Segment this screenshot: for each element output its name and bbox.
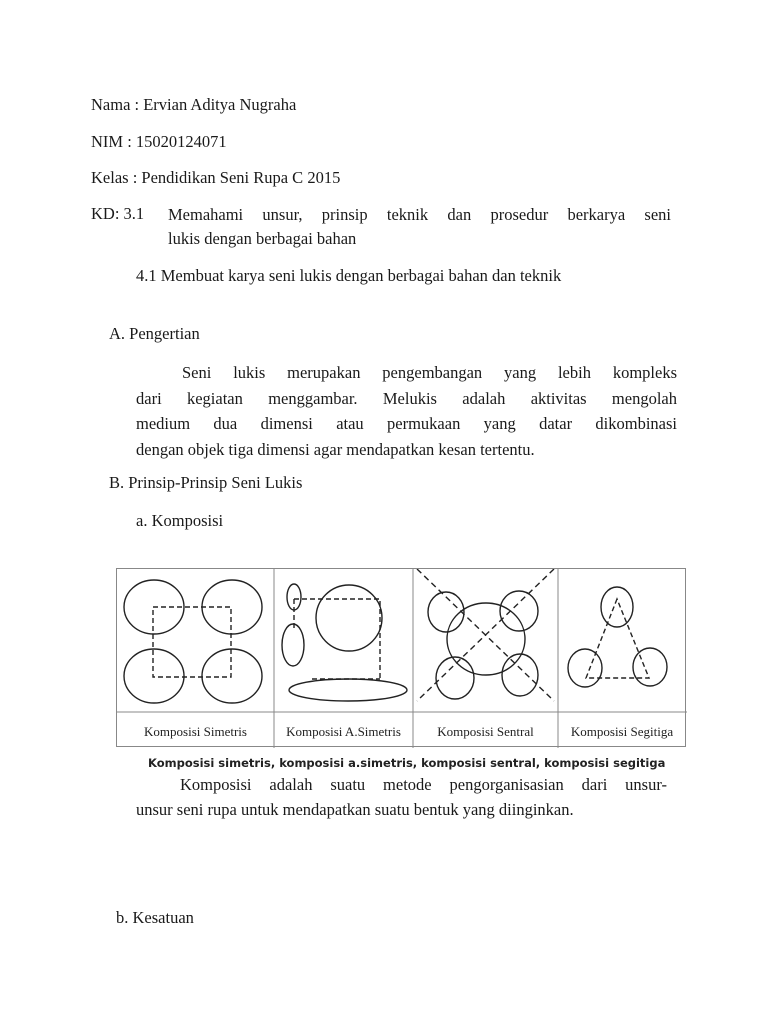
- nim-line: NIM : 15020124071: [91, 132, 227, 151]
- segitiga-drawing: [568, 587, 667, 687]
- komposisi-figure: [116, 568, 686, 747]
- kelas-line: Kelas : Pendidikan Seni Rupa C 2015: [91, 168, 341, 187]
- sentral-drawing: [417, 569, 554, 701]
- label-sentral: Komposisi Sentral: [437, 724, 534, 739]
- paragraph-line: dengan objek tiga dimensi agar mendapatkan kesan tertentu.: [136, 439, 535, 459]
- kd-label: KD: 3.1: [91, 204, 145, 223]
- name-line: Nama : Ervian Aditya Nugraha: [91, 95, 297, 114]
- paragraph-line: Seni lukis merupakan pengembangan yang lebih kompleks: [182, 363, 677, 382]
- paragraph-line: unsur seni rupa untuk mendapatkan suatu bentuk yang diinginkan.: [136, 800, 574, 819]
- section-b-heading: B. Prinsip-Prinsip Seni Lukis: [109, 473, 303, 492]
- kd-31-line1: Memahami unsur, prinsip teknik dan prosedur berkarya seni: [168, 205, 671, 224]
- label-segitiga: Komposisi Segitiga: [570, 724, 674, 739]
- kd-31-line2: lukis dengan berbagai bahan: [168, 229, 357, 248]
- paragraph-line: dari kegiatan menggambar. Melukis adalah aktivitas mengolah: [136, 388, 677, 408]
- paragraph-line: Komposisi adalah suatu metode pengorganisasian dari unsur-: [180, 775, 667, 794]
- label-asimetris: Komposisi A.Simetris: [286, 724, 401, 739]
- label-simetris: Komposisi Simetris: [144, 724, 247, 739]
- komposisi-paragraph: [136, 772, 667, 822]
- kesatuan-heading: b. Kesatuan: [116, 908, 194, 927]
- kd-41: 4.1 Membuat karya seni lukis dengan berbagai bahan dan teknik: [136, 266, 562, 285]
- section-a-paragraph: [136, 360, 677, 462]
- figure-caption: Komposisi simetris, komposisi a.simetris, komposisi sentral, komposisi segitiga: [148, 756, 666, 770]
- simetris-drawing: [124, 580, 262, 703]
- paragraph-line: medium dua dimensi atau permukaan yang datar dikombinasi: [136, 414, 677, 433]
- komposisi-heading: a. Komposisi: [136, 511, 224, 530]
- section-a-heading: A. Pengertian: [109, 324, 200, 343]
- asimetris-drawing: [282, 584, 407, 701]
